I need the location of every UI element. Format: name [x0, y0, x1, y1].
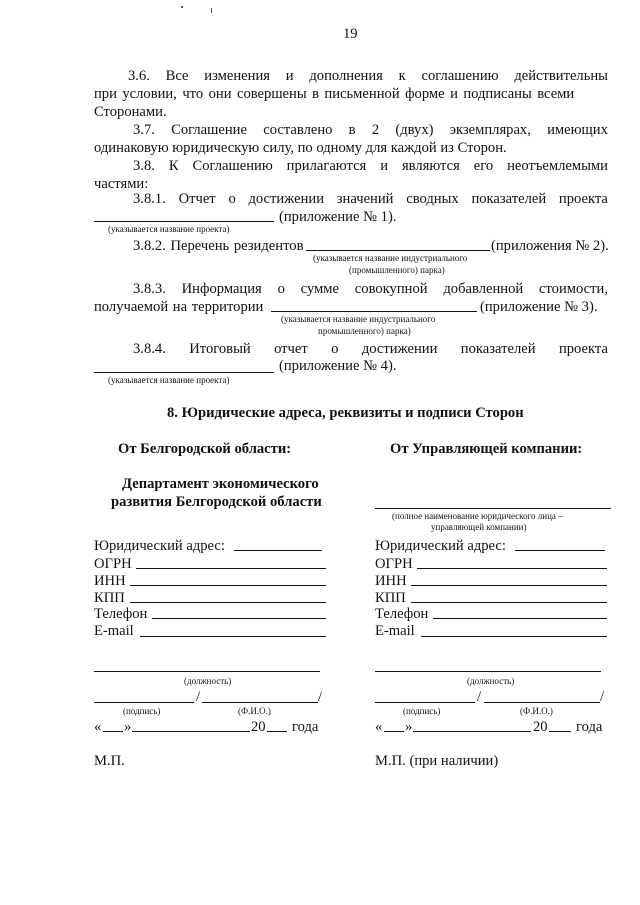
left-address-field[interactable]: [234, 550, 322, 551]
left-phone-label: Телефон: [94, 606, 148, 622]
right-signature-field[interactable]: [375, 702, 475, 703]
right-signature-note: (подпись): [403, 706, 441, 716]
left-slash-2: /: [318, 689, 323, 705]
left-year-field[interactable]: [267, 731, 287, 732]
park-name-note-3-line-2: промышленного) парка): [318, 326, 411, 336]
word: проекта: [558, 341, 608, 357]
left-inn-field[interactable]: [130, 585, 326, 586]
project-name-blank-4: [94, 372, 274, 373]
paragraph-3-8-line-1: [133, 157, 608, 175]
word: (двух): [395, 122, 434, 138]
word: проекта: [558, 191, 608, 207]
right-slash-1: /: [477, 689, 482, 705]
park-name-note-2-line-1: (указывается название индустриального: [313, 253, 468, 263]
left-kpp-field[interactable]: [130, 602, 326, 603]
word: действительны: [514, 68, 608, 84]
left-org-line-2: развития Белгородской области: [111, 494, 322, 510]
left-heading: От Белгородской области:: [118, 441, 292, 457]
page-number: 19: [343, 26, 358, 42]
word: отчет: [274, 341, 308, 357]
left-email-field[interactable]: [140, 636, 326, 637]
left-position-note: (должность): [184, 676, 232, 686]
word: о: [331, 341, 339, 357]
appendix-4-label: (приложение № 4).: [279, 358, 397, 374]
scan-speck: [211, 8, 212, 13]
word: и: [380, 158, 389, 174]
appendix-2-label: (приложения № 2).: [491, 238, 609, 254]
word: 3.8.1.: [133, 191, 166, 207]
paragraph-3-7-line-2: одинаковую юридическую силу, по одному для каждой из Сторон.: [94, 140, 507, 156]
left-year-prefix: 20: [251, 719, 266, 735]
paragraph-3-8-3-line-1: [133, 280, 608, 298]
right-quote-close: »: [405, 719, 413, 735]
left-signature-field[interactable]: [94, 702, 194, 703]
paragraph-3-8-3-line-2: получаемой на территории: [94, 299, 264, 315]
word: имеющих: [547, 122, 608, 138]
word: 3.7.: [133, 122, 155, 138]
section-8-title: 8. Юридические адреса, реквизиты и подписи Сторон: [167, 405, 524, 421]
left-position-field[interactable]: [94, 671, 320, 672]
word: К: [168, 158, 179, 174]
paragraph-3-6-line-1: [128, 67, 608, 85]
word: показателей: [471, 191, 547, 207]
right-name-note-line-1: (полное наименование юридического лица –: [392, 511, 563, 521]
word: его: [473, 158, 494, 174]
right-year-field[interactable]: [549, 731, 571, 732]
left-slash-1: /: [196, 689, 201, 705]
word: 3.8.: [133, 158, 155, 174]
word: 3.8.3.: [133, 281, 166, 297]
word: дополнения: [309, 68, 383, 84]
left-email-label: E-mail: [94, 623, 134, 639]
appendix-3-label: (приложение № 3).: [480, 299, 598, 315]
word: прилагаются: [286, 158, 367, 174]
right-name-note-line-2: управляющей компании): [431, 522, 527, 532]
paragraph-3-8-1-line-1: [133, 190, 608, 208]
right-stamp-label: М.П. (при наличии): [375, 753, 499, 769]
word: Соглашению: [192, 158, 273, 174]
left-signature-note: (подпись): [123, 706, 161, 716]
word: Соглашение: [171, 122, 247, 138]
right-kpp-label: КПП: [375, 590, 406, 606]
appendix-1-label: (приложение № 1).: [279, 209, 397, 225]
word: достижении: [248, 191, 325, 207]
right-fio-note: (Ф.И.О.): [520, 706, 553, 716]
park-name-blank-3: [271, 311, 477, 312]
left-ogrn-label: ОГРН: [94, 556, 132, 572]
word: изменения: [204, 68, 270, 84]
left-org-line-1: Департамент экономического: [122, 476, 319, 492]
left-phone-field[interactable]: [152, 618, 326, 619]
word: к: [398, 68, 406, 84]
word: 3.8.4.: [133, 341, 166, 357]
right-address-field[interactable]: [515, 550, 605, 551]
word: стоимости,: [538, 281, 608, 297]
right-year-prefix: 20: [533, 719, 548, 735]
paragraph-3-7-line-1: [133, 121, 608, 139]
word: составлено: [263, 122, 333, 138]
park-name-blank-2: [306, 250, 490, 251]
scan-speck: [181, 6, 183, 8]
word: являются: [401, 158, 460, 174]
word: Все: [165, 68, 189, 84]
left-ogrn-field[interactable]: [136, 568, 326, 569]
word: показателей: [460, 341, 536, 357]
word: достижении: [361, 341, 438, 357]
word: значений: [336, 191, 394, 207]
park-name-note-2-line-2: (промышленного) парка): [349, 265, 445, 275]
right-address-label: Юридический адрес:: [375, 538, 506, 554]
word: добавленной: [443, 281, 524, 297]
right-inn-label: ИНН: [375, 573, 407, 589]
word: соглашению: [421, 68, 499, 84]
right-day-field[interactable]: [384, 731, 404, 732]
left-year-suffix: года: [292, 719, 319, 735]
project-name-note-4: (указывается название проекта): [108, 375, 230, 385]
word: Итоговый: [189, 341, 251, 357]
word: Информация: [181, 281, 262, 297]
right-phone-label: Телефон: [375, 606, 429, 622]
left-kpp-label: КПП: [94, 590, 125, 606]
left-quote-close: »: [124, 719, 132, 735]
right-position-note: (должность): [467, 676, 515, 686]
paragraph-3-8-2-label: 3.8.2. Перечень резидентов: [133, 238, 304, 254]
word: сводных: [406, 191, 459, 207]
left-inn-label: ИНН: [94, 573, 126, 589]
right-fio-field[interactable]: [484, 702, 600, 703]
word: Отчет: [178, 191, 216, 207]
word: неотъемлемыми: [507, 158, 608, 174]
right-ogrn-field[interactable]: [417, 568, 607, 569]
right-ogrn-label: ОГРН: [375, 556, 413, 572]
word: сумме: [300, 281, 339, 297]
project-name-blank-1: [94, 221, 274, 222]
right-inn-field[interactable]: [411, 585, 607, 586]
word: совокупной: [354, 281, 428, 297]
word: о: [277, 281, 285, 297]
left-fio-note: (Ф.И.О.): [238, 706, 271, 716]
park-name-note-3-line-1: (указывается название индустриального: [281, 314, 436, 324]
word: в: [348, 122, 356, 138]
left-fio-field[interactable]: [202, 702, 318, 703]
right-quote-open: «: [375, 719, 383, 735]
right-email-label: E-mail: [375, 623, 415, 639]
paragraph-3-6-line-3: Сторонами.: [94, 104, 167, 120]
word: 2: [371, 122, 380, 138]
right-position-field[interactable]: [375, 671, 601, 672]
word: о: [228, 191, 236, 207]
paragraph-3-8-line-2: частями:: [94, 176, 149, 192]
right-email-field[interactable]: [421, 636, 607, 637]
word: экземплярах,: [449, 122, 531, 138]
right-kpp-field[interactable]: [411, 602, 607, 603]
paragraph-3-8-4-line-1: [133, 340, 608, 358]
left-address-label: Юридический адрес:: [94, 538, 225, 554]
right-heading: От Управляющей компании:: [390, 441, 583, 457]
right-year-suffix: года: [576, 719, 603, 735]
left-day-field[interactable]: [103, 731, 123, 732]
right-slash-2: /: [600, 689, 605, 705]
right-phone-field[interactable]: [433, 618, 607, 619]
word: и: [285, 68, 294, 84]
paragraph-3-6-line-2: при условии, что они совершены в письменной форме и подписаны всеми: [94, 86, 575, 102]
right-month-field[interactable]: [413, 731, 531, 732]
left-month-field[interactable]: [132, 731, 250, 732]
right-name-field[interactable]: [375, 508, 611, 509]
left-quote-open: «: [94, 719, 102, 735]
word: 3.6.: [128, 68, 150, 84]
project-name-note-1: (указывается название проекта): [108, 224, 230, 234]
left-stamp-label: М.П.: [94, 753, 125, 769]
